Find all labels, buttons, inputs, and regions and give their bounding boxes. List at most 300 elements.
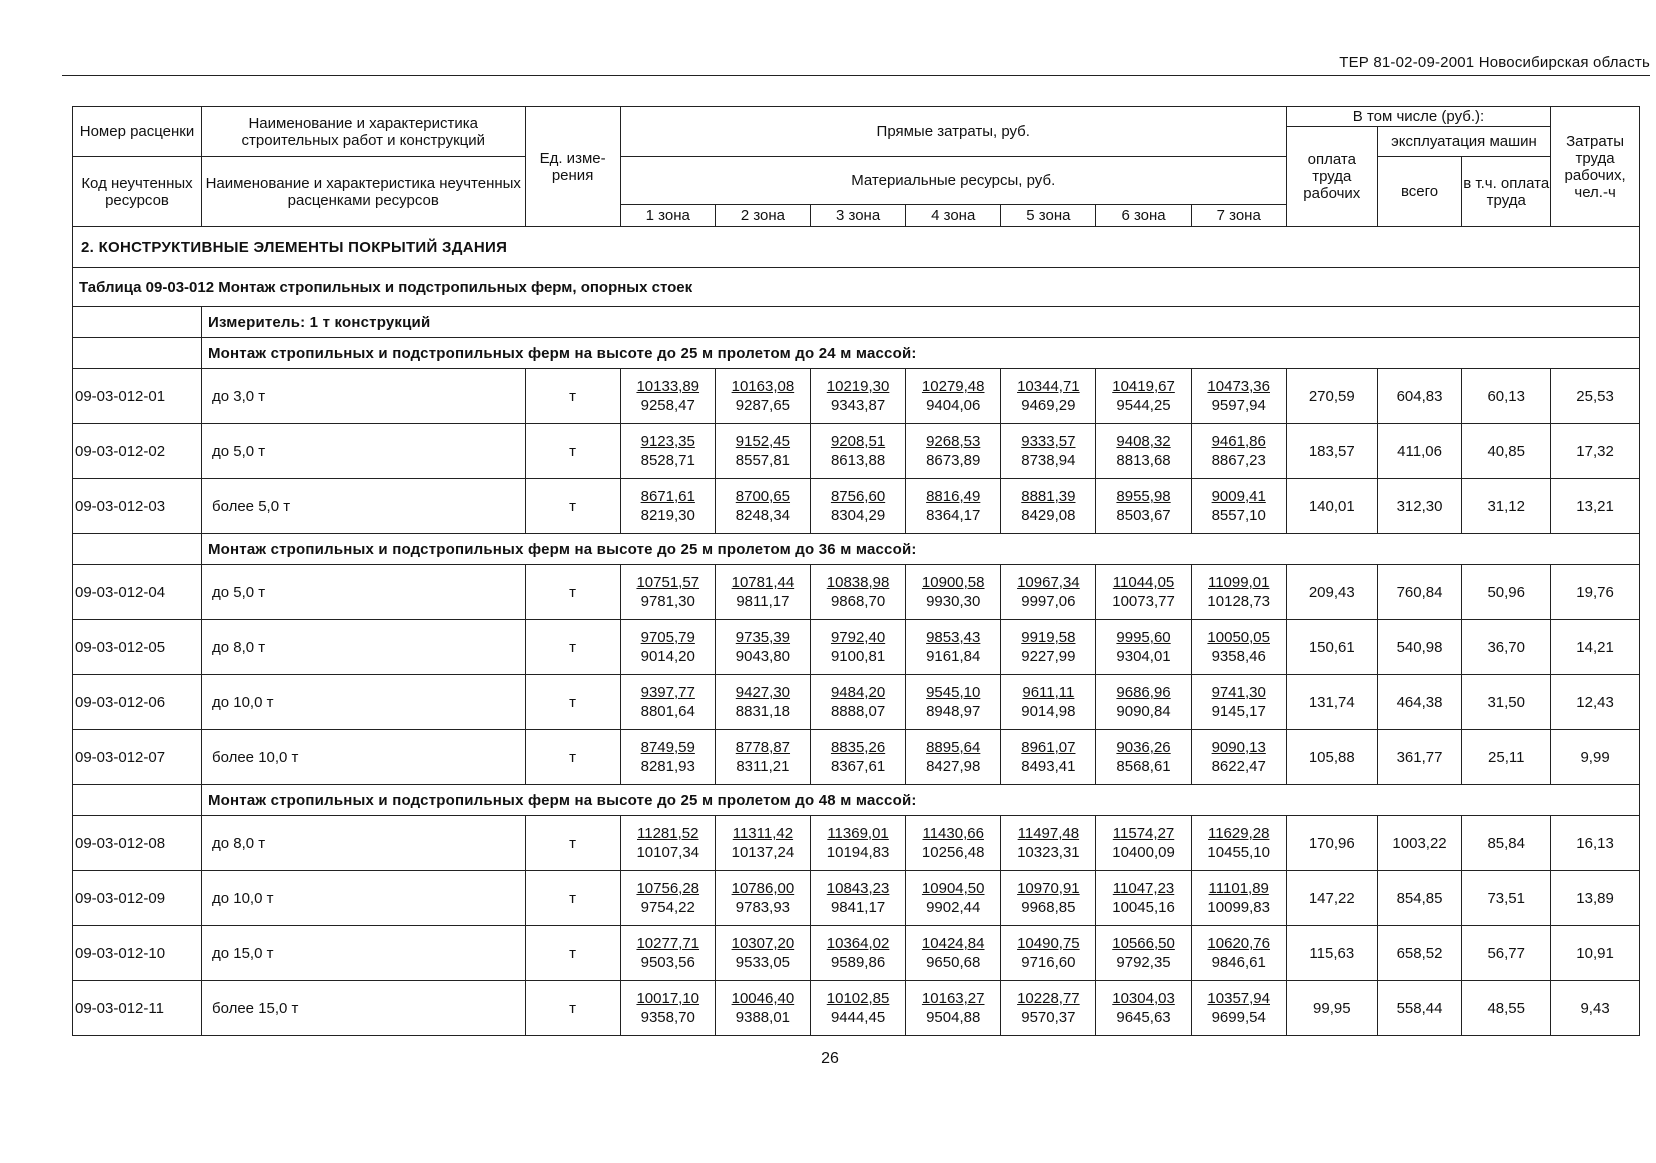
section-title: 2. КОНСТРУКТИВНЫЕ ЭЛЕМЕНТЫ ПОКРЫТИЙ ЗДАНИЯ (73, 227, 1640, 268)
material-cost-value: 9358,70 (640, 1009, 695, 1026)
direct-cost-value: 9408,32 (1116, 433, 1171, 450)
machines-value: 464,38 (1377, 675, 1462, 730)
direct-cost-value: 10970,91 (1017, 880, 1080, 897)
rate-unit: т (525, 424, 620, 479)
direct-cost-value: 11099,01 (1207, 574, 1270, 591)
direct-cost-value: 9397,77 (640, 684, 695, 701)
direct-cost-value: 10786,00 (731, 880, 795, 897)
group-row (73, 534, 1640, 565)
direct-cost-value: 8961,07 (1021, 739, 1076, 756)
material-cost-value: 10137,24 (731, 844, 795, 861)
material-cost-value: 8948,97 (926, 703, 981, 720)
material-cost-value: 9570,37 (1021, 1009, 1076, 1026)
zone-cell (1096, 730, 1191, 785)
material-cost-value: 9533,05 (735, 954, 791, 971)
table-row (73, 369, 1640, 424)
zone-cell (1096, 369, 1191, 424)
labor-value: 13,21 (1551, 479, 1640, 534)
material-cost-value: 8557,10 (1211, 507, 1266, 524)
zone-cell (715, 926, 810, 981)
wages-value: 140,01 (1286, 479, 1377, 534)
direct-cost-value: 8955,98 (1116, 488, 1171, 505)
zone-cell (1096, 424, 1191, 479)
zone-cell (1001, 565, 1096, 620)
rate-unit: т (525, 565, 620, 620)
machines-value: 361,77 (1377, 730, 1462, 785)
machines-wages-value: 56,77 (1462, 926, 1551, 981)
material-cost-value: 10400,09 (1112, 844, 1175, 861)
direct-cost-value: 11369,01 (827, 825, 889, 842)
material-cost-value: 9699,54 (1211, 1009, 1266, 1026)
material-cost-value: 9043,80 (735, 648, 791, 665)
rate-unit: т (525, 675, 620, 730)
material-cost-value: 8888,07 (830, 703, 886, 720)
material-cost-value: 9161,84 (926, 648, 981, 665)
zone-cell (715, 871, 810, 926)
material-cost-value: 9090,84 (1116, 703, 1171, 720)
material-cost-value: 8867,23 (1211, 452, 1266, 469)
rate-name: до 10,0 т (201, 675, 525, 730)
direct-cost-value: 9009,41 (1211, 488, 1266, 505)
empty-cell (73, 307, 202, 338)
material-cost-value: 9868,70 (830, 593, 886, 610)
wages-value: 99,95 (1286, 981, 1377, 1036)
labor-value: 25,53 (1551, 369, 1640, 424)
labor-value: 14,21 (1551, 620, 1640, 675)
material-cost-value: 10194,83 (826, 844, 890, 861)
including-header: В том числе (руб.): (1286, 107, 1550, 127)
rate-code: 09-03-012-01 (73, 369, 202, 424)
direct-cost-value: 10357,94 (1207, 990, 1270, 1007)
material-cost-value: 9014,20 (640, 648, 695, 665)
table-row (73, 981, 1640, 1036)
zone-cell (906, 730, 1001, 785)
rate-code: 09-03-012-06 (73, 675, 202, 730)
zone-cell (620, 730, 715, 785)
material-cost-value: 9589,86 (830, 954, 886, 971)
rate-code: 09-03-012-03 (73, 479, 202, 534)
machines-wages-value: 50,96 (1462, 565, 1551, 620)
material-cost-value: 9597,94 (1211, 397, 1266, 414)
material-cost-value: 9716,60 (1021, 954, 1076, 971)
direct-cost-value: 11629,28 (1207, 825, 1270, 842)
zone-cell (1191, 926, 1286, 981)
direct-cost-value: 9686,96 (1116, 684, 1171, 701)
direct-cost-value: 10277,71 (636, 935, 700, 952)
material-cost-value: 8622,47 (1211, 758, 1266, 775)
machines-value: 558,44 (1377, 981, 1462, 1036)
direct-cost-value: 10419,67 (1112, 378, 1175, 395)
direct-cost-value: 9090,13 (1211, 739, 1266, 756)
material-cost-value: 9304,01 (1116, 648, 1171, 665)
rate-name: до 8,0 т (201, 816, 525, 871)
machines-value: 411,06 (1377, 424, 1462, 479)
zone-cell (620, 675, 715, 730)
direct-cost-value: 10046,40 (731, 990, 795, 1007)
machines-wages-value: 25,11 (1462, 730, 1551, 785)
zone-cell (1191, 816, 1286, 871)
material-cost-value: 8568,61 (1116, 758, 1171, 775)
direct-cost-value: 9333,57 (1021, 433, 1076, 450)
direct-cost-value: 10904,50 (921, 880, 985, 897)
zone-cell (1096, 565, 1191, 620)
material-cost-value: 9343,87 (830, 397, 886, 414)
group-title: Монтаж стропильных и подстропильных ферм на высоте до 25 м пролетом до 24 м массой: (201, 338, 1639, 369)
wages-value: 115,63 (1286, 926, 1377, 981)
zone-cell (1191, 369, 1286, 424)
direct-cost-value: 10490,75 (1017, 935, 1080, 952)
zone-cell (906, 424, 1001, 479)
direct-cost-value: 10307,20 (731, 935, 795, 952)
material-cost-value: 9388,01 (735, 1009, 791, 1026)
machines-value: 760,84 (1377, 565, 1462, 620)
direct-cost-value: 8749,59 (640, 739, 695, 756)
rates-table (72, 106, 1640, 1036)
labor-value: 17,32 (1551, 424, 1640, 479)
material-cost-value: 9645,63 (1116, 1009, 1171, 1026)
direct-cost-value: 9208,51 (830, 433, 886, 450)
rate-name: более 10,0 т (201, 730, 525, 785)
zone-cell (1096, 479, 1191, 534)
labor-value: 9,43 (1551, 981, 1640, 1036)
zone-cell (1191, 730, 1286, 785)
wages-value: 105,88 (1286, 730, 1377, 785)
empty-cell (73, 338, 202, 369)
material-cost-value: 8311,21 (736, 758, 790, 775)
direct-cost-value: 8816,49 (926, 488, 981, 505)
zone-cell (810, 479, 905, 534)
zone-cell (620, 565, 715, 620)
direct-cost-value: 9919,58 (1021, 629, 1076, 646)
material-cost-value: 9358,46 (1211, 648, 1266, 665)
direct-cost-value: 10364,02 (826, 935, 890, 952)
material-cost-value: 9930,30 (926, 593, 981, 610)
resource-code-header: Код неучтенных ресурсов (73, 157, 202, 227)
material-cost-value: 8364,17 (926, 507, 981, 524)
direct-cost-value: 10843,23 (826, 880, 890, 897)
direct-cost-value: 11430,66 (922, 825, 984, 842)
direct-cost-value: 10050,05 (1207, 629, 1270, 646)
material-cost-value: 9846,61 (1211, 954, 1266, 971)
machines-total-header: всего (1377, 157, 1462, 227)
labor-value: 13,89 (1551, 871, 1640, 926)
machines-value: 854,85 (1377, 871, 1462, 926)
direct-cost-value: 9427,30 (735, 684, 791, 701)
direct-cost-value: 10228,77 (1017, 990, 1080, 1007)
material-cost-value: 10073,77 (1112, 593, 1175, 610)
header-rule (62, 75, 1650, 76)
zone-cell (715, 424, 810, 479)
labor-value: 16,13 (1551, 816, 1640, 871)
material-cost-value: 8367,61 (830, 758, 886, 775)
direct-cost-value: 10900,58 (921, 574, 985, 591)
rate-unit: т (525, 479, 620, 534)
material-cost-value: 8429,08 (1021, 507, 1076, 524)
zone-cell (906, 981, 1001, 1036)
group-row (73, 785, 1640, 816)
table-row (73, 424, 1640, 479)
zone-cell (1096, 816, 1191, 871)
zone-header: 4 зона (906, 205, 1001, 227)
rate-code: 09-03-012-08 (73, 816, 202, 871)
zone-cell (1191, 675, 1286, 730)
wages-value: 131,74 (1286, 675, 1377, 730)
table-row (73, 620, 1640, 675)
material-cost-value: 10107,34 (636, 844, 700, 861)
machines-header: эксплуатация машин (1377, 127, 1550, 157)
material-cost-value: 8281,93 (640, 758, 695, 775)
zone-cell (1001, 424, 1096, 479)
unit-header: Ед. изме-рения (525, 107, 620, 227)
direct-cost-value: 9611,11 (1022, 684, 1075, 701)
zone-cell (715, 479, 810, 534)
direct-cost-value: 8895,64 (926, 739, 981, 756)
direct-cost-value: 8671,61 (640, 488, 695, 505)
material-cost-value: 9469,29 (1021, 397, 1076, 414)
zone-cell (1191, 871, 1286, 926)
zone-cell (906, 620, 1001, 675)
zone-cell (810, 424, 905, 479)
rate-code: 09-03-012-11 (73, 981, 202, 1036)
zone-cell (620, 816, 715, 871)
rate-name: до 8,0 т (201, 620, 525, 675)
zone-cell (1096, 926, 1191, 981)
direct-costs-header: Прямые затраты, руб. (620, 107, 1286, 157)
material-cost-value: 8248,34 (735, 507, 791, 524)
direct-cost-value: 10344,71 (1017, 378, 1080, 395)
rate-name: до 15,0 т (201, 926, 525, 981)
direct-cost-value: 8756,60 (830, 488, 886, 505)
zone-cell (715, 675, 810, 730)
machines-value: 1003,22 (1377, 816, 1462, 871)
zone-header: 1 зона (620, 205, 715, 227)
material-cost-value: 8613,88 (830, 452, 886, 469)
direct-cost-value: 10473,36 (1207, 378, 1270, 395)
direct-cost-value: 10620,76 (1207, 935, 1270, 952)
zone-header: 3 зона (810, 205, 905, 227)
material-cost-value: 9503,56 (640, 954, 695, 971)
direct-cost-value: 11281,52 (637, 825, 699, 842)
wages-value: 270,59 (1286, 369, 1377, 424)
zone-cell (906, 816, 1001, 871)
material-cost-value: 9258,47 (640, 397, 695, 414)
material-cost-value: 9404,06 (926, 397, 981, 414)
machines-wages-value: 73,51 (1462, 871, 1551, 926)
zone-cell (715, 565, 810, 620)
zone-header: 5 зона (1001, 205, 1096, 227)
wages-value: 147,22 (1286, 871, 1377, 926)
zone-cell (620, 620, 715, 675)
direct-cost-value: 9036,26 (1116, 739, 1171, 756)
direct-cost-value: 8881,39 (1021, 488, 1076, 505)
zone-header: 6 зона (1096, 205, 1191, 227)
direct-cost-value: 9792,40 (830, 629, 886, 646)
material-cost-value: 8673,89 (926, 452, 981, 469)
rate-code: 09-03-012-02 (73, 424, 202, 479)
material-cost-value: 9544,25 (1116, 397, 1171, 414)
rate-code: 09-03-012-07 (73, 730, 202, 785)
rate-unit: т (525, 871, 620, 926)
material-cost-value: 8304,29 (830, 507, 886, 524)
material-cost-value: 10128,73 (1207, 593, 1270, 610)
zone-cell (1001, 926, 1096, 981)
machines-wages-value: 36,70 (1462, 620, 1551, 675)
material-cost-value: 9504,88 (926, 1009, 981, 1026)
zone-cell (620, 926, 715, 981)
material-cost-value: 9227,99 (1021, 648, 1076, 665)
direct-cost-value: 10163,08 (731, 378, 795, 395)
material-cost-value: 9781,30 (640, 593, 695, 610)
group-title: Монтаж стропильных и подстропильных ферм на высоте до 25 м пролетом до 36 м массой: (201, 534, 1639, 565)
rate-unit: т (525, 981, 620, 1036)
direct-cost-value: 10566,50 (1112, 935, 1175, 952)
rate-code: 09-03-012-10 (73, 926, 202, 981)
material-cost-value: 9902,44 (926, 899, 981, 916)
direct-cost-value: 9545,10 (926, 684, 981, 701)
zone-cell (906, 369, 1001, 424)
zone-cell (715, 620, 810, 675)
measure-label: Измеритель: 1 т конструкций (201, 307, 1639, 338)
zone-cell (1001, 369, 1096, 424)
material-cost-value: 8813,68 (1116, 452, 1171, 469)
material-cost-value: 9145,17 (1211, 703, 1266, 720)
direct-cost-value: 8700,65 (735, 488, 791, 505)
material-cost-value: 8503,67 (1116, 507, 1171, 524)
wages-value: 183,57 (1286, 424, 1377, 479)
zone-cell (715, 816, 810, 871)
zone-cell (620, 479, 715, 534)
zone-cell (1001, 816, 1096, 871)
zone-cell (715, 369, 810, 424)
zone-cell (1001, 981, 1096, 1036)
direct-cost-value: 11311,42 (732, 825, 794, 842)
zone-cell (620, 369, 715, 424)
wages-value: 170,96 (1286, 816, 1377, 871)
machines-value: 658,52 (1377, 926, 1462, 981)
material-cost-value: 10045,16 (1112, 899, 1175, 916)
rate-name: более 15,0 т (201, 981, 525, 1036)
material-resources-header: Материальные ресурсы, руб. (620, 157, 1286, 205)
zone-cell (810, 816, 905, 871)
zone-cell (620, 424, 715, 479)
table-row (73, 730, 1640, 785)
group-title: Монтаж стропильных и подстропильных ферм на высоте до 25 м пролетом до 48 м массой: (201, 785, 1639, 816)
material-cost-value: 9997,06 (1021, 593, 1076, 610)
material-cost-value: 9783,93 (735, 899, 791, 916)
direct-cost-value: 10279,48 (921, 378, 985, 395)
rate-name: более 5,0 т (201, 479, 525, 534)
direct-cost-value: 10424,84 (921, 935, 985, 952)
material-cost-value: 8831,18 (735, 703, 791, 720)
machines-wages-value: 85,84 (1462, 816, 1551, 871)
zone-cell (810, 871, 905, 926)
zone-cell (906, 926, 1001, 981)
direct-cost-value: 9461,86 (1211, 433, 1266, 450)
zone-cell (810, 981, 905, 1036)
material-cost-value: 10455,10 (1207, 844, 1270, 861)
material-cost-value: 8528,71 (640, 452, 695, 469)
table-row (73, 871, 1640, 926)
rate-unit: т (525, 730, 620, 785)
table-row (73, 675, 1640, 730)
zone-cell (1096, 871, 1191, 926)
direct-cost-value: 10781,44 (731, 574, 795, 591)
material-cost-value: 9444,45 (830, 1009, 886, 1026)
direct-cost-value: 9741,30 (1211, 684, 1266, 701)
zone-cell (810, 565, 905, 620)
material-cost-value: 10256,48 (921, 844, 985, 861)
rate-number-header: Номер расценки (73, 107, 202, 157)
labor-header: Затраты труда рабочих, чел.-ч (1551, 107, 1640, 227)
direct-cost-value: 9268,53 (926, 433, 981, 450)
material-cost-value: 8801,64 (640, 703, 695, 720)
material-cost-value: 8219,30 (640, 507, 695, 524)
zone-cell (1191, 620, 1286, 675)
rate-code: 09-03-012-09 (73, 871, 202, 926)
rate-name: до 10,0 т (201, 871, 525, 926)
zone-cell (810, 620, 905, 675)
direct-cost-value: 9484,20 (830, 684, 886, 701)
zone-cell (1096, 675, 1191, 730)
zone-cell (810, 730, 905, 785)
rate-name: до 5,0 т (201, 565, 525, 620)
rate-code: 09-03-012-05 (73, 620, 202, 675)
direct-cost-value: 10219,30 (826, 378, 890, 395)
direct-cost-value: 11574,27 (1112, 825, 1175, 842)
table-row (73, 926, 1640, 981)
zone-cell (715, 730, 810, 785)
zone-cell (1096, 981, 1191, 1036)
machines-wages-value: 31,50 (1462, 675, 1551, 730)
machines-wages-value: 48,55 (1462, 981, 1551, 1036)
machines-value: 312,30 (1377, 479, 1462, 534)
material-cost-value: 10323,31 (1017, 844, 1080, 861)
zone-cell (1001, 675, 1096, 730)
direct-cost-value: 8778,87 (735, 739, 791, 756)
table-row (73, 816, 1640, 871)
zone-cell (1001, 871, 1096, 926)
material-cost-value: 9792,35 (1116, 954, 1171, 971)
zone-cell (620, 981, 715, 1036)
rate-unit: т (525, 620, 620, 675)
direct-cost-value: 9123,35 (640, 433, 695, 450)
zone-cell (810, 369, 905, 424)
zone-cell (1001, 620, 1096, 675)
material-cost-value: 9754,22 (640, 899, 695, 916)
direct-cost-value: 11044,05 (1112, 574, 1175, 591)
zone-cell (715, 981, 810, 1036)
direct-cost-value: 10163,27 (921, 990, 985, 1007)
rate-unit: т (525, 369, 620, 424)
zone-cell (906, 565, 1001, 620)
direct-cost-value: 10967,34 (1017, 574, 1080, 591)
page-number: 26 (821, 1050, 839, 1067)
material-cost-value: 10099,83 (1207, 899, 1270, 916)
machines-value: 604,83 (1377, 369, 1462, 424)
machines-wages-value: 31,12 (1462, 479, 1551, 534)
rate-unit: т (525, 926, 620, 981)
direct-cost-value: 10756,28 (636, 880, 700, 897)
direct-cost-value: 10838,98 (826, 574, 890, 591)
wages-header: оплата труда рабочих (1286, 127, 1377, 227)
material-cost-value: 9014,98 (1021, 703, 1076, 720)
material-cost-value: 9650,68 (926, 954, 981, 971)
labor-value: 12,43 (1551, 675, 1640, 730)
table-row (73, 565, 1640, 620)
direct-cost-value: 11101,89 (1208, 880, 1269, 897)
zone-cell (810, 675, 905, 730)
labor-value: 9,99 (1551, 730, 1640, 785)
